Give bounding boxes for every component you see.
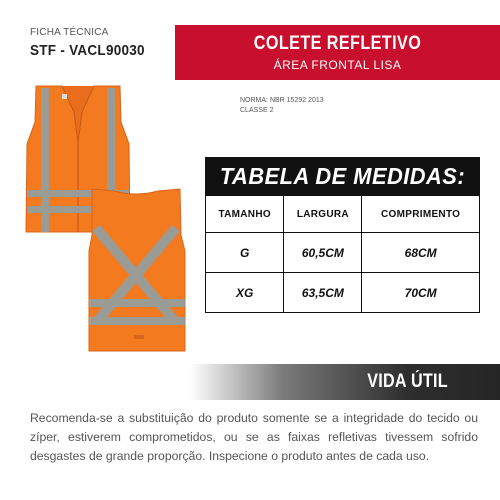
table-row <box>206 233 480 273</box>
column-header-length: COMPRIMENTO <box>362 196 480 233</box>
vest-back-stripe-h1 <box>89 299 185 307</box>
life-title: VIDA ÚTIL <box>367 371 448 392</box>
column-header-width: LARGURA <box>284 196 362 233</box>
table-row <box>206 273 480 313</box>
title-banner <box>175 25 500 80</box>
cell-width: 60,5CM <box>284 233 362 273</box>
cell-size: G <box>206 233 284 273</box>
sheet-label: FICHA TÉCNICA <box>30 27 109 38</box>
vest-back-stripe-h2 <box>89 317 185 325</box>
cell-length: 70CM <box>362 273 480 313</box>
size-table <box>205 195 480 313</box>
cell-size: XG <box>206 273 284 313</box>
cell-width: 63,5CM <box>284 273 362 313</box>
norma-info <box>240 96 324 116</box>
recommendation-text: Recomenda-se a substituição do produto somente se a integridade do tecido ou zíper, estiverem comprometidos, ou se as faixas refletivas tivessem sofrido desgastes de grande proporção. Inspecione o produto antes de cada uso. <box>30 411 478 463</box>
size-table-header-row <box>206 196 480 233</box>
classe-text: CLASSE 2 <box>240 107 274 114</box>
sheet-code: STF - VACL90030 <box>30 42 145 59</box>
cell-length: 68CM <box>362 233 480 273</box>
column-header-size: TAMANHO <box>206 196 284 233</box>
table-title: TABELA DE MEDIDAS: <box>219 163 466 189</box>
life-banner <box>190 364 500 400</box>
norma-text: NORMA: NBR 15292 2013 <box>240 97 324 104</box>
table-header <box>205 157 480 195</box>
product-title: COLETE REFLETIVO <box>253 33 422 54</box>
vest-back-image <box>86 185 186 355</box>
product-subtitle: ÁREA FRONTAL LISA <box>273 58 402 72</box>
